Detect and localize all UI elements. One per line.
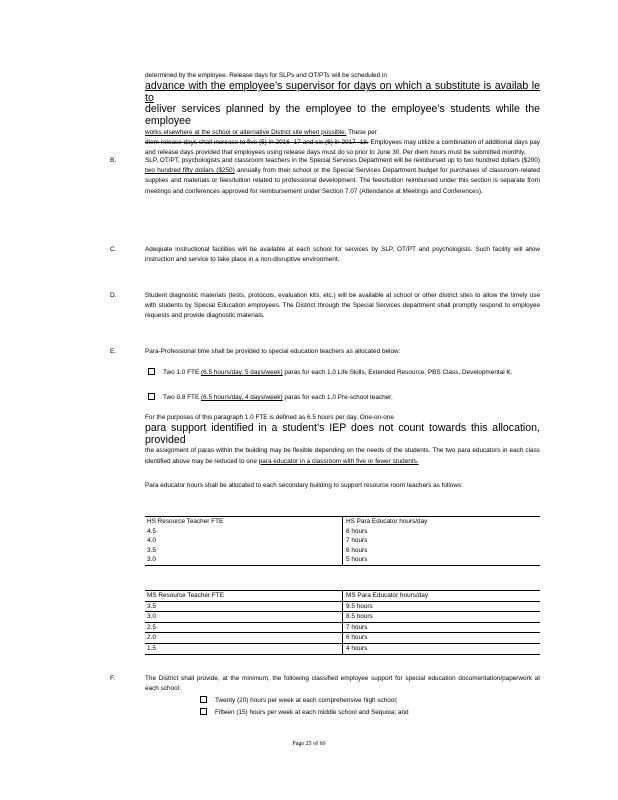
table-cell: 5 hours bbox=[343, 555, 541, 565]
text: paras for each 1.0 Pre-school teacher. bbox=[282, 394, 393, 401]
inserted-text: works elsewhere at the school or alternative District site when possible. bbox=[145, 128, 347, 136]
text-line: determined by the employee. Release days for SLPs and OT/PTs will be scheduled in bbox=[145, 72, 387, 79]
section-b-text bbox=[145, 156, 540, 197]
section-marker-b: B. bbox=[110, 157, 117, 164]
table-cell: 9.5 hours bbox=[343, 601, 541, 612]
ms-allocation-table bbox=[145, 590, 540, 655]
table-cell: 3.0 bbox=[145, 555, 343, 565]
ms-header-hours: MS Para Educator hours/day bbox=[343, 591, 541, 602]
table-cell: 3.5 bbox=[145, 601, 343, 612]
text-line: For the purposes of this paragraph 1.0 FTE is defined as 6.5 hours per day. One-on-one bbox=[145, 414, 394, 421]
text: These per bbox=[346, 128, 377, 136]
table-cell: 6 hours bbox=[343, 546, 541, 556]
section-c-text: Adequate instructional facilities will be available at each school for services by SLP, OT/PT and psychologists. Such facility will allow instruction and service to take place in a non-disruptive environment. bbox=[145, 246, 540, 264]
text: paras for each 1.0 Life Skills, Extended Resource, PBS Class, Developmental K. bbox=[282, 369, 513, 376]
inserted-text-line: deliver services planned by the employee to the employee’s students while the employee bbox=[145, 103, 540, 127]
page-number: Page 25 of 60 bbox=[292, 741, 326, 747]
table-cell: 2.5 bbox=[145, 622, 343, 633]
table-cell: 4 hours bbox=[343, 643, 541, 654]
checkbox-bullet-icon bbox=[148, 368, 155, 375]
bullet-item bbox=[148, 368, 540, 378]
inserted-text-line: advance with the employee’s supervisor for days on which a substitute is availab le to bbox=[145, 80, 540, 104]
table-cell: 3.5 bbox=[147, 546, 156, 554]
section-d-text: Student diagnostic materials (tests, protocols, evaluation kits, etc.) will be available at school or other district sites to allow the timely use with students by Special Education employees. The District through the Special Services department shall promptly respond to employee requests and provide diagnostic materials. bbox=[145, 292, 540, 320]
hs-header-hours: HS Para Educator hours/day bbox=[343, 517, 541, 527]
section-marker-c: C. bbox=[110, 246, 117, 253]
table-cell: 3.0 bbox=[145, 612, 343, 623]
text: may utilize a combination of additional days pay and release days provided that employees using release days must do so prior to June 30. Per diem hours must be submitted monthly. bbox=[145, 138, 541, 156]
text: Employees bbox=[368, 138, 403, 146]
fte-definition-paragraph bbox=[145, 413, 540, 467]
inserted-text: para educator in a classroom with five or fewer students. bbox=[258, 457, 419, 465]
table-cell: 4.0 bbox=[147, 537, 156, 545]
checkbox-bullet-icon bbox=[148, 393, 155, 400]
bullet-item bbox=[148, 393, 540, 403]
table-cell: 2.0 bbox=[145, 633, 343, 644]
inserted-text: (6.5 hours/day, 4 days/week) bbox=[201, 394, 283, 401]
secondary-allocation-intro: Para educator hours shall be allocated to each secondary building to support resource room teachers as follows: bbox=[145, 482, 463, 489]
inserted-text: (6.5 hours/day, 5 days/week) bbox=[201, 369, 283, 376]
table-cell: 4.5 bbox=[147, 527, 156, 535]
text: the assignment of paras within the building may be flexible depending on the needs of the students. The two para educators in each class identified above may be reduced to one bbox=[145, 447, 540, 465]
text: Two 0.8 FTE bbox=[163, 394, 202, 401]
text: Twenty (20) hours per week at each comprehensive high school; bbox=[215, 697, 398, 704]
section-marker-f: F. bbox=[110, 675, 116, 682]
bullet-item bbox=[200, 708, 540, 718]
hs-allocation-table bbox=[145, 516, 540, 566]
table-cell: 1.5 bbox=[145, 643, 343, 654]
text: Fifteen (15) hours per week at each middle school and Sequoia; and bbox=[215, 709, 409, 716]
hs-header-fte: HS Resource Teacher FTE bbox=[145, 517, 343, 527]
inserted-text: two hundred fifty dollars ($250) bbox=[145, 167, 235, 175]
table-cell: 8.5 hours bbox=[343, 612, 541, 623]
section-e-intro: Para-Professional time shall be provided to special education teachers as allocated below: bbox=[145, 348, 401, 355]
bullet-item bbox=[200, 696, 540, 706]
paragraph-continuation bbox=[145, 71, 540, 158]
checkbox-bullet-icon bbox=[200, 696, 207, 703]
table-cell: 8 hours bbox=[343, 527, 541, 537]
inserted-text-line: para support identified in a student’s IEP does not count towards this allocation, provided bbox=[145, 422, 540, 446]
table-cell: 7 hours bbox=[343, 536, 541, 546]
table-cell: 7 hours bbox=[343, 622, 541, 633]
section-marker-d: D. bbox=[110, 292, 117, 299]
table-cell: 6 hours bbox=[343, 633, 541, 644]
checkbox-bullet-icon bbox=[200, 708, 207, 715]
section-marker-e: E. bbox=[110, 348, 117, 355]
text: SLP, OT/PT, psychologists and classroom teachers in the Special Services Department will be reimbursed up to two hundred dollars ($200) bbox=[145, 157, 540, 164]
text: annually from their school or the Special Services Department budget for purchases of classroom-related supplies and materials or fees/tuition related to professional development. The fees/tuition reimbursed under this section is separate from meetings and conferences approved for reimbursement under Section 7.07 (Attendance at Meetings and Conferences). bbox=[145, 167, 540, 195]
text: Two 1.0 FTE bbox=[163, 369, 202, 376]
struck-text: diem release days shall increase to five (5) in 2016 -17 and six (6) in 2017 -18. bbox=[145, 138, 369, 146]
section-f-text: The District shall provide, at the minimum, the following classified employee support for special education documentation/paperwork at each school: bbox=[145, 675, 540, 693]
ms-header-fte: MS Resource Teacher FTE bbox=[145, 591, 343, 602]
